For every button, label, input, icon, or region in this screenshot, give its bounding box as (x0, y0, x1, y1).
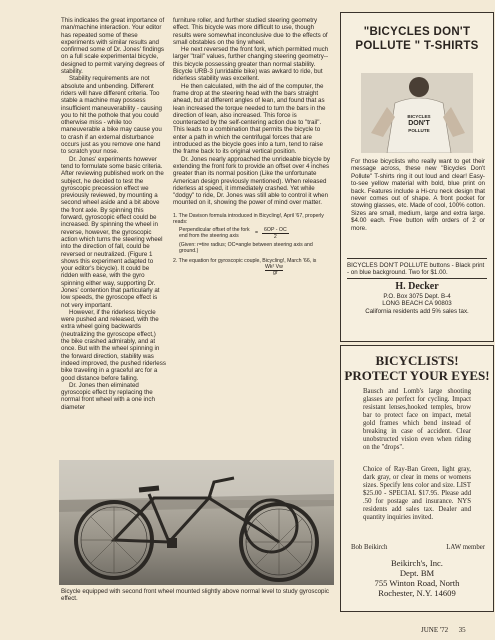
bicycle-photo (59, 460, 334, 585)
gyro-equation-denominator: gr (273, 269, 278, 276)
tshirt-ad (340, 12, 494, 342)
ad-paragraph: Bausch and Lomb's large shooting glasses are perfect for cycling. Impact resistant lenses,hooked temples, brow bar to protect face on impact, metal gold frames which bend instead of breaking in case of accident. Clear unobstructed vision even when riding on the "drops". (363, 388, 471, 451)
ad-paragraph: Choice of Ray-Ban Green, light gray, dark gray, or clear in mens or womens sizes. Specify lens color and size. LIST $25.00 - SPECIAL $17.95. Please add .50 for postage and insurance. NYS residents add sales tax. Dealer and quantity inquiries invited. (363, 466, 471, 521)
eyewear-ad (340, 345, 494, 612)
page-number: 35 (458, 626, 466, 634)
photo-caption: Bicycle equipped with second front wheel mounted slightly above normal level to study gyroscopic effect. (61, 588, 329, 603)
footnotes (173, 213, 331, 276)
article-column-1 (61, 17, 166, 411)
footnote-2: 2. The equation for gyroscopic couple, Bicycling!, March '66, is (173, 257, 317, 264)
shirt-print: BICYCLES DON'T POLLUTE (407, 114, 431, 133)
company-address: Beikirch's, Inc. Dept. BM 755 Winton Road, North Rochester, N.Y. 14609 (374, 558, 460, 598)
paragraph: Dr. Jones then eliminated gyroscopic effect by replacing the normal front wheel with a one inch diameter (61, 381, 155, 411)
ad-headline: "BICYCLES DON'T POLLUTE " T-SHIRTS (355, 26, 479, 52)
tshirt-photo (361, 73, 473, 153)
ad-body: For those bicyclists who really want to get their message across, these new "Bicycles Don't Pollute" T-shirts ring it out loud and clear! Easy-to-see yellow material with bold, blue print on back. Features include a Hi-cru neck design that never comes out of shape. A front pocket for stowing glasses, etc. Made of cool, 100% cotton. Sizes are small, medium, large and extra large. $4.00 each. Free button with orders of 2 or more. (351, 158, 485, 232)
paragraph: This indicates the great importance of man/machine interaction. Your editor has repeated some of these experiments with similar results and confirmed some of Dr. Jones' findings on a full scale experimental bicycle, designed to permit varying degrees of stability. (61, 17, 165, 76)
formula: Perpendicular offset of the fork end from the steering axis = $\frac{6OP - OC}{2}$ (179, 226, 287, 240)
paragraph: Dr. Jones' experiments however tend to formulate some basic criteria. After reviewing published work on the subject, he decided to test the gyroscopic precession effect we previously reviewed, by mounting a second wheel aside and a bit above the front axle. By spinning this forward, gyroscopic effect could be increased. By spinning the wheel in reverse, however, the gyroscopic action which turns the steering wheel into the direction of fall, could be reversed or neutralized. (Figure 1 shows this experiment adapted to your editor's bicycle). It could be ridden with ease, with the gyro spinning either way, supporting Dr. Jones' contention that particularly at low speeds, the gyroscope effect is not very important. (61, 155, 164, 309)
paragraph: Dr. Jones nearly approached the unrideable bicycle by extending the front fork to provide an offset over 4 inches greater than its normal position (Like the unfortunate American design previously mentioned). When released riderless at speed, it immediately crashed. Yet while "dodgy" to ride, Dr. Jones was still able to control it when mounted on it, showing the power of mind over matter. (173, 155, 330, 207)
footnote-1-given: (Given: r=tire radius; OC=angle between steering axis and ground.) (179, 241, 313, 254)
formula-denominator: 2 (273, 233, 277, 240)
gyro-equation: Wk² Vw (265, 263, 283, 270)
ad-headline: BICYCLISTS! (375, 353, 459, 368)
paragraph: He then calculated, with the aid of the computer, the frame drop at the steering head with the bars straight ahead, but at different angles of lean, and found that as lean increased the torque needed to turn the bars in the direction of lean, also increased. This force is counteracted by the self-centering action due to "trail". This leads to a combination that permits the bicycle to enter a path in which the centrifugal forces that are introduced as the bicycle goes into a turn, tend to raise the frame back to its original vertical position. (173, 82, 326, 156)
formula-lhs: Perpendicular offset of the fork end from the steering axis (179, 227, 250, 240)
ad-subheadline: PROTECT YOUR EYES! (344, 368, 490, 383)
footnote-1: 1. The Davison formula introduced in Bicycling!, April '67, properly reads: (173, 212, 324, 225)
issue-date: JUNE '72 (421, 626, 449, 634)
paragraph: He next reversed the front fork, which permitted much larger "trail" values, further changing steering geometry--this bicycle possessing greater than normal stability. Bicycle URB-3 (unridable bike) was awkard to ride, but riderless stability was excellent. (173, 46, 329, 83)
page-footer (421, 626, 466, 634)
formula-numerator: 6OP - OC (264, 226, 287, 233)
signature-line: Bob Beikirch LAW member (351, 544, 485, 551)
buttons-offer: BICYCLES DON'T POLLUTE buttons - Black print - on blue background. Two for $1.00. (347, 258, 487, 277)
paragraph: Stability requirements are not absolute and unbending. Different riders will have different criteria. Too stable a machine may possess insufficient maneuverability - causing you to hit the pothole that you could otherwise miss - while too maneuverable a bike may cause you to crash if an external disturbance occurs just as you remove one hand to scratch your nose. (61, 75, 162, 156)
paragraph: However, if the riderless bicycle were pushed and released, with the extra wheel going backwards (neutralizing the gyroscope effect,) the bike crashed admirably, and at once. But with the wheel spinning in the forward direction, stability was indeed improved, the pushed riderless bike traveling in a graceful arc for a good distance before falling. (61, 308, 166, 382)
seller-address: H. Decker P.O. Box 3075 Dept. B-4 LONG BEACH CA 90803 California residents add 5% sales tax. (347, 278, 487, 315)
paragraph: furniture roller, and further studied steering geometry effect. This bicycle was more difficult to use, though results were somewhat inconclusive due to the effects of small obstables on the tiny wheel. (173, 17, 328, 46)
article-column-2 (173, 17, 331, 276)
